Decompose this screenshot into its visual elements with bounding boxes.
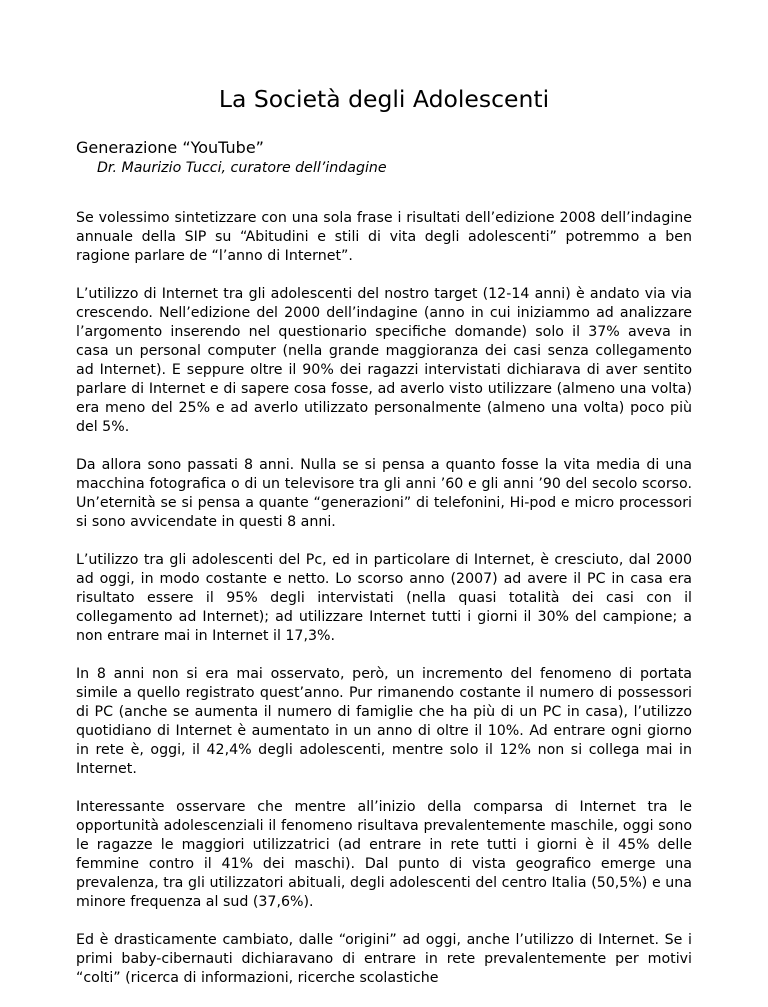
paragraph-4: L’utilizzo tra gli adolescenti del Pc, ed in particolare di Internet, è cresciuto, dal 2000 ad oggi, in modo costante e netto. Lo scorso anno (2007) ad avere il PC in casa era risultato essere il 95% degli intervistati (nella quasi totalità dei casi con il collegamento ad Internet); ad utilizzare Internet tutti i giorni il 30% del campione; a non entrare mai in Internet il 17,3%. [76, 552, 692, 644]
body-text [76, 209, 692, 1007]
author-byline: Dr. Maurizio Tucci, curatore dell’indagine [97, 160, 387, 176]
paragraph-2: L’utilizzo di Internet tra gli adolescenti del nostro target (12-14 anni) è andato via via crescendo. Nell’edizione del 2000 dell’indagine (anno in cui iniziammo ad analizzare l’argomento inserendo nel questionario specifiche domande) solo il 37% aveva in casa un personal computer (nella grande maggioranza dei casi senza collegamento ad Internet). E seppure oltre il 90% dei ragazzi intervistati dichiarava di aver sentito parlare di Internet e di sapere cosa fosse, ad averlo visto utilizzare (almeno una volta) era meno del 25% e ad averlo utilizzato personalmente (almeno una volta) poco più del 5%. [76, 286, 692, 435]
document-title: La Società degli Adolescenti [218, 85, 550, 113]
section-heading: Generazione “YouTube” [76, 138, 264, 157]
paragraph-7: Ed è drasticamente cambiato, dalle “origini” ad oggi, anche l’utilizzo di Internet. Se i primi baby-cibernauti dichiaravano di entrare in rete prevalentemente per motivi “colti” (ricerca di informazioni, ricerche scolastiche [76, 932, 692, 986]
paragraph-6: Interessante osservare che mentre all’inizio della comparsa di Internet tra le opportunità adolescenziali il fenomeno risultava prevalentemente maschile, oggi sono le ragazze le maggiori utilizzatrici (ad entrare in rete tutti i giorni è il 45% delle femmine contro il 41% dei maschi). Dal punto di vista geografico emerge una prevalenza, tra gli utilizzatori abituali, degli adolescenti del centro Italia (50,5%) e una minore frequenza al sud (37,6%). [76, 799, 692, 910]
paragraph-5: In 8 anni non si era mai osservato, però, un incremento del fenomeno di portata simile a quello registrato quest’anno. Pur rimanendo costante il numero di possessori di PC (anche se aumenta il numero di famiglie che ha più di un PC in casa), l’utilizzo quotidiano di Internet è aumentato in un anno di oltre il 10%. Ad entrare ogni giorno in rete è, oggi, il 42,4% degli adolescenti, mentre solo il 12% non si collega mai in Internet. [76, 666, 692, 777]
paragraph-3: Da allora sono passati 8 anni. Nulla se si pensa a quanto fosse la vita media di una macchina fotografica o di un televisore tra gli anni ’60 e gli anni ’90 del secolo scorso. Un’eternità se si pensa a quante “generazioni” di telefonini, Hi-pod e micro processori si sono avvicendate in questi 8 anni. [76, 457, 692, 530]
paragraph-1: Se volessimo sintetizzare con una sola frase i risultati dell’edizione 2008 dell’indagine annuale della SIP su “Abitudini e stili di vita degli adolescenti” potremmo a ben ragione parlare de “l’anno di Internet”. [76, 210, 692, 264]
